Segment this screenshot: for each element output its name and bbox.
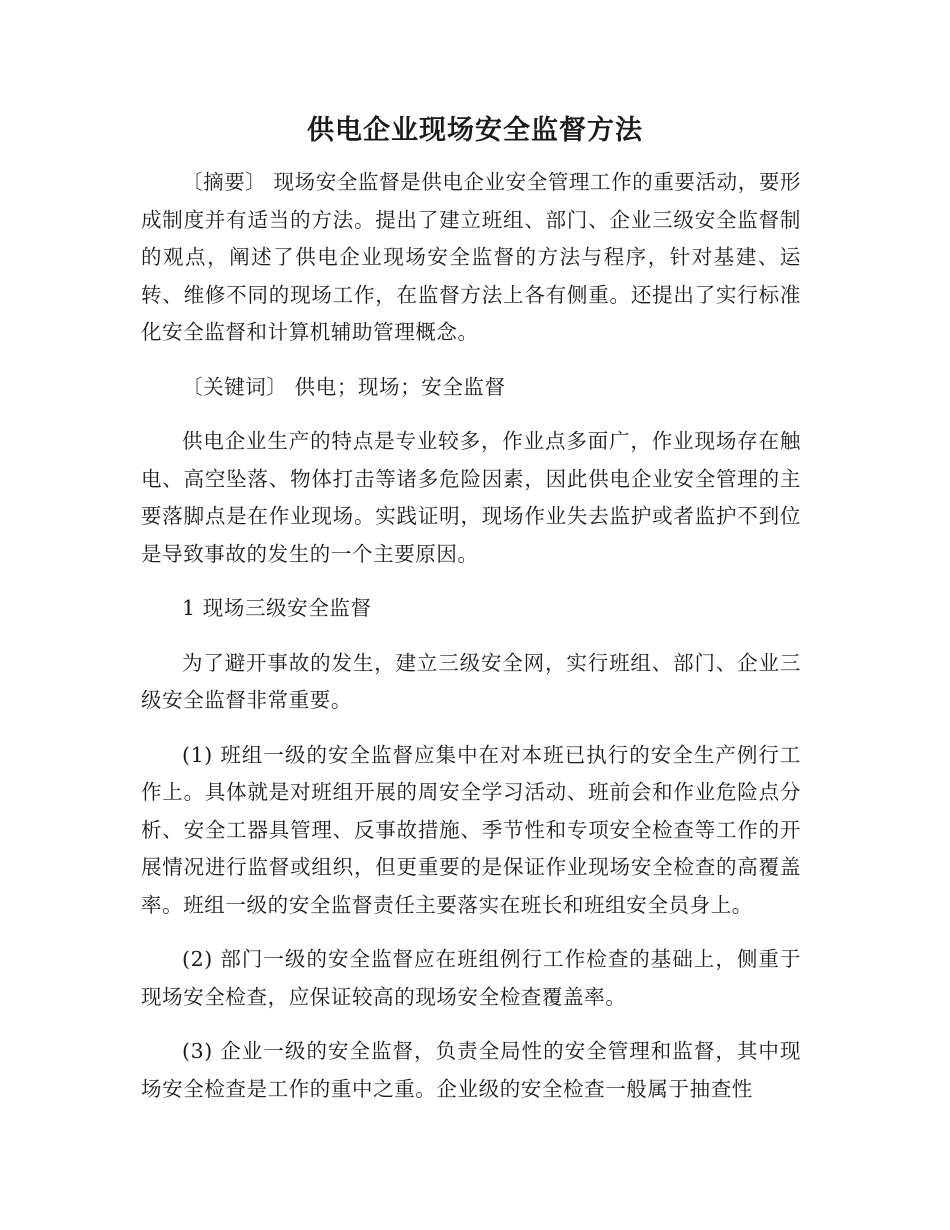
intro-paragraph: 供电企业生产的特点是专业较多，作业点多面广，作业现场存在触电、高空坠落、物体打击等诸多危险因素，因此供电企业安全管理的主要落脚点是在作业现场。实践证明，现场作业失去监护或者监护不到位是导致事故的发生的一个主要原因。 (141, 429, 801, 566)
item-1-paragraph: (1) 班组一级的安全监督应集中在对本班已执行的安全生产例行工作上。具体就是对班组开展的周安全学习活动、班前会和作业危险点分析、安全工器具管理、反事故措施、季节性和专项安全检查等工作的开展情况进行监督或组织，但更重要的是保证作业现场安全检查的高覆盖率。班组一级的安全监督责任主要落实在班长和班组安全员身上。 (141, 742, 801, 917)
item-3-paragraph: (3) 企业一级的安全监督，负责全局性的安全管理和监督，其中现场安全检查是工作的重中之重。企业级的安全检查一般属于抽查性 (141, 1039, 801, 1101)
item-2-paragraph: (2) 部门一级的安全监督应在班组例行工作检查的基础上，侧重于现场安全检查，应保证较高的现场安全检查覆盖率。 (141, 947, 801, 1009)
document-body (141, 164, 801, 1125)
abstract-paragraph: 〔摘要〕 现场安全监督是供电企业安全管理工作的重要活动，要形成制度并有适当的方法。提出了建立班组、部门、企业三级安全监督制的观点，阐述了供电企业现场安全监督的方法与程序，针对基建、运转、维修不同的现场工作，在监督方法上各有侧重。还提出了实行标准化安全监督和计算机辅助管理概念。 (141, 170, 802, 344)
section-1-paragraph: 为了避开事故的发生，建立三级安全网，实行班组、部门、企业三级安全监督非常重要。 (141, 650, 801, 712)
section-heading-1: 1 现场三级安全监督 (182, 596, 372, 620)
keywords-paragraph: 〔关键词〕 供电；现场；安全监督 (182, 374, 506, 399)
document-title: 供电企业现场安全监督方法 (307, 115, 643, 146)
